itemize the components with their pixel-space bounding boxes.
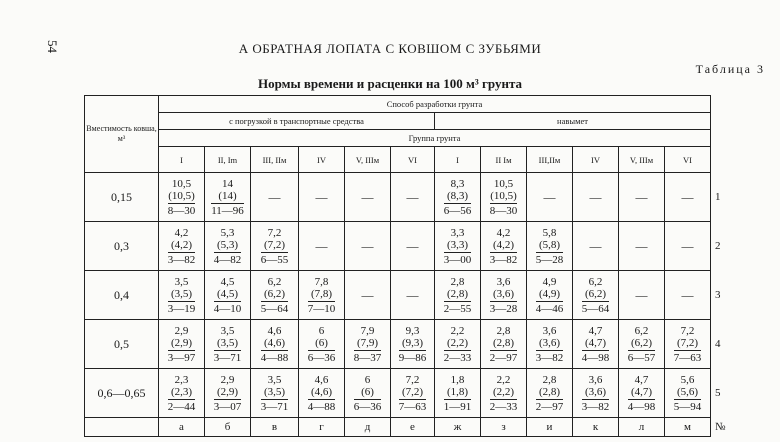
empty-cell: —	[345, 222, 391, 271]
rate-value: 4—98	[581, 351, 610, 364]
letter-index-blank	[85, 418, 159, 437]
letter-index-cell: е	[391, 418, 435, 437]
rate-value: 5—64	[581, 302, 610, 315]
norm-cell	[205, 222, 251, 271]
empty-cell: —	[345, 271, 391, 320]
time-norm-alt: (3,5)	[261, 386, 289, 400]
rate-value: 2—97	[489, 351, 518, 364]
time-norm-alt: (7,8)	[308, 288, 336, 302]
method-header: Способ разработки грунта	[159, 96, 711, 113]
empty-cell: —	[391, 271, 435, 320]
capacity-cell: 0,5	[85, 320, 159, 369]
time-norm: 9,3	[405, 324, 420, 337]
group-header-cell: I	[159, 147, 205, 173]
norm-fraction	[674, 374, 702, 413]
norm-cell	[345, 369, 391, 418]
time-norm: 6	[364, 373, 371, 386]
letter-index-row	[85, 418, 751, 437]
capacity-cell: 0,15	[85, 173, 159, 222]
norm-fraction	[536, 276, 564, 315]
rate-value: 4—46	[535, 302, 564, 315]
norm-cell	[159, 369, 205, 418]
time-norm-alt: (7,9)	[354, 337, 382, 351]
norm-fraction	[490, 227, 518, 266]
time-norm: 4,6	[267, 324, 282, 337]
time-norm-alt: (4,9)	[536, 288, 564, 302]
table-label: Таблица 3	[695, 62, 765, 76]
rate-value: 2—44	[167, 400, 196, 413]
time-norm: 4,9	[542, 275, 557, 288]
norm-fraction	[490, 325, 518, 364]
time-norm: 5,8	[542, 226, 557, 239]
time-norm-alt: (4,2)	[490, 239, 518, 253]
time-norm-alt: (5,6)	[674, 386, 702, 400]
time-norm-alt: (8,3)	[444, 190, 472, 204]
letter-index-cell: б	[205, 418, 251, 437]
time-norm-alt: (2,3)	[168, 386, 196, 400]
time-norm: 2,3	[174, 373, 189, 386]
rate-value: 3—19	[167, 302, 196, 315]
norms-table	[84, 95, 751, 437]
norm-fraction	[214, 227, 242, 266]
rate-value: 6—36	[353, 400, 382, 413]
empty-cell: —	[619, 222, 665, 271]
norm-cell	[251, 271, 299, 320]
letter-index-cell: и	[527, 418, 573, 437]
norm-cell	[481, 222, 527, 271]
capacity-cell: 0,3	[85, 222, 159, 271]
time-norm: 4,5	[220, 275, 235, 288]
norm-fraction	[582, 276, 610, 315]
group-header-cell: V, IIIм	[345, 147, 391, 173]
time-norm-alt: (3,5)	[214, 337, 242, 351]
norm-fraction	[582, 325, 610, 364]
time-norm: 3,6	[496, 275, 511, 288]
capacity-cell: 0,4	[85, 271, 159, 320]
group-header-cell: V, IIIм	[619, 147, 665, 173]
norm-cell	[481, 369, 527, 418]
norm-cell	[159, 271, 205, 320]
time-norm: 6,2	[588, 275, 603, 288]
norm-fraction	[444, 178, 472, 217]
row-number: 1	[711, 173, 751, 222]
norm-cell	[159, 173, 205, 222]
rate-value: 5—94	[673, 400, 702, 413]
loading-header: с погрузкой в транспортные средства	[159, 113, 435, 130]
group-header-cell: III,IIм	[527, 147, 573, 173]
time-norm-alt: (4,7)	[628, 386, 656, 400]
time-norm: 10,5	[493, 177, 514, 190]
norm-cell	[573, 369, 619, 418]
norm-fraction	[444, 374, 472, 413]
group-header-cell: VI	[665, 147, 711, 173]
empty-cell: —	[299, 222, 345, 271]
rate-value: 4—88	[307, 400, 336, 413]
rate-value: 4—98	[627, 400, 656, 413]
group-header-cell: IV	[299, 147, 345, 173]
empty-cell: —	[251, 173, 299, 222]
time-norm-alt: (3,6)	[582, 386, 610, 400]
time-norm: 2,9	[174, 324, 189, 337]
norm-cell	[481, 320, 527, 369]
rate-value: 3—97	[167, 351, 196, 364]
time-norm-alt: (4,6)	[308, 386, 336, 400]
rate-value: 4—88	[260, 351, 289, 364]
time-norm-alt: (3,6)	[490, 288, 518, 302]
norm-fraction	[211, 178, 244, 217]
norm-fraction	[490, 178, 518, 217]
dump-header: навымет	[435, 113, 711, 130]
rate-value: 7—63	[673, 351, 702, 364]
rate-value: 3—00	[443, 253, 472, 266]
norm-cell	[205, 320, 251, 369]
norm-cell	[619, 369, 665, 418]
rate-value: 6—36	[307, 351, 336, 364]
rate-value: 4—82	[213, 253, 242, 266]
time-norm: 4,2	[174, 226, 189, 239]
group-header-cell: VI	[391, 147, 435, 173]
letter-index-cell: а	[159, 418, 205, 437]
table-row	[85, 320, 751, 369]
table-caption: Нормы времени и расценки на 100 м³ грунта	[258, 76, 522, 91]
group-header-cell: II Iм	[481, 147, 527, 173]
running-title: А ОБРАТНАЯ ЛОПАТА С КОВШОМ С ЗУБЬЯМИ	[238, 41, 542, 56]
time-norm-alt: (2,8)	[490, 337, 518, 351]
time-norm-alt: (4,7)	[582, 337, 610, 351]
norm-fraction	[214, 276, 242, 315]
norm-fraction	[536, 374, 564, 413]
capacity-header: Вместимость ковша, м³	[85, 96, 159, 173]
time-norm-alt: (3,3)	[444, 239, 472, 253]
group-header-cell: I	[435, 147, 481, 173]
norm-cell	[251, 369, 299, 418]
norm-cell	[345, 320, 391, 369]
rate-value: 6—57	[627, 351, 656, 364]
time-norm: 7,2	[267, 226, 282, 239]
time-norm: 2,8	[450, 275, 465, 288]
capacity-cell: 0,6—0,65	[85, 369, 159, 418]
norm-fraction	[261, 276, 289, 315]
time-norm: 4,7	[634, 373, 649, 386]
norm-cell	[435, 173, 481, 222]
time-norm-alt: (2,9)	[214, 386, 242, 400]
norm-fraction	[214, 325, 242, 364]
time-norm: 3,5	[220, 324, 235, 337]
norm-fraction	[444, 276, 472, 315]
norm-fraction	[536, 325, 564, 364]
norm-fraction	[582, 374, 610, 413]
time-norm: 3,5	[267, 373, 282, 386]
number-sign: №	[711, 418, 751, 437]
norm-cell	[205, 173, 251, 222]
norm-cell	[435, 320, 481, 369]
time-norm-alt: (2,8)	[444, 288, 472, 302]
empty-cell: —	[573, 173, 619, 222]
norm-cell	[573, 271, 619, 320]
group-header-cell: III, IIм	[251, 147, 299, 173]
letter-index-cell: в	[251, 418, 299, 437]
norm-cell	[435, 369, 481, 418]
norm-cell	[435, 271, 481, 320]
time-norm-alt: (4,5)	[214, 288, 242, 302]
empty-cell: —	[299, 173, 345, 222]
norm-cell	[481, 271, 527, 320]
time-norm: 5,6	[680, 373, 695, 386]
time-norm-alt: (6)	[354, 386, 382, 400]
norm-cell	[527, 369, 573, 418]
time-norm: 3,3	[450, 226, 465, 239]
rate-value: 4—10	[213, 302, 242, 315]
norm-cell	[299, 320, 345, 369]
norm-fraction	[490, 374, 518, 413]
norm-cell	[665, 369, 711, 418]
norm-fraction	[261, 374, 289, 413]
rate-value: 2—97	[535, 400, 564, 413]
letter-index-cell: д	[345, 418, 391, 437]
norm-fraction	[168, 276, 196, 315]
norm-cell	[251, 320, 299, 369]
time-norm-alt: (4,6)	[261, 337, 289, 351]
soil-group-header: Группа грунта	[159, 130, 711, 147]
norm-fraction	[674, 325, 702, 364]
time-norm: 10,5	[171, 177, 192, 190]
empty-cell: —	[665, 271, 711, 320]
group-header-row	[85, 147, 751, 173]
rate-value: 8—30	[489, 204, 518, 217]
norm-fraction	[214, 374, 242, 413]
time-norm: 3,5	[174, 275, 189, 288]
time-norm: 7,8	[314, 275, 329, 288]
norm-fraction	[354, 325, 382, 364]
time-norm: 2,8	[542, 373, 557, 386]
row-number: 4	[711, 320, 751, 369]
norm-cell	[619, 320, 665, 369]
rate-value: 7—10	[307, 302, 336, 315]
time-norm: 4,7	[588, 324, 603, 337]
empty-cell: —	[391, 222, 435, 271]
norm-fraction	[628, 325, 656, 364]
norm-fraction	[308, 325, 336, 364]
norm-cell	[527, 271, 573, 320]
time-norm: 1,8	[450, 373, 465, 386]
rate-value: 3—82	[167, 253, 196, 266]
time-norm-alt: (5,8)	[536, 239, 564, 253]
rate-value: 11—96	[211, 204, 244, 217]
time-norm-alt: (2,2)	[490, 386, 518, 400]
norm-fraction	[444, 325, 472, 364]
norm-cell	[573, 320, 619, 369]
rate-value: 1—91	[443, 400, 472, 413]
rate-value: 7—63	[398, 400, 427, 413]
rate-value: 8—37	[353, 351, 382, 364]
norm-fraction	[168, 325, 196, 364]
norm-fraction	[536, 227, 564, 266]
letter-index-cell: м	[665, 418, 711, 437]
rate-value: 3—28	[489, 302, 518, 315]
norm-cell	[481, 173, 527, 222]
empty-cell: —	[619, 173, 665, 222]
norm-fraction	[354, 374, 382, 413]
rate-value: 3—07	[213, 400, 242, 413]
rate-value: 6—55	[260, 253, 289, 266]
time-norm-alt: (6)	[308, 337, 336, 351]
time-norm: 4,2	[496, 226, 511, 239]
time-norm: 2,2	[496, 373, 511, 386]
row-number: 2	[711, 222, 751, 271]
norm-fraction	[308, 374, 336, 413]
norm-cell	[159, 320, 205, 369]
time-norm: 6	[318, 324, 325, 337]
time-norm: 2,8	[496, 324, 511, 337]
time-norm-alt: (2,9)	[168, 337, 196, 351]
group-header-cell: IV	[573, 147, 619, 173]
table-row	[85, 173, 751, 222]
time-norm-alt: (3,6)	[536, 337, 564, 351]
time-norm: 2,9	[220, 373, 235, 386]
norm-cell	[435, 222, 481, 271]
time-norm-alt: (5,3)	[214, 239, 242, 253]
rate-value: 2—55	[443, 302, 472, 315]
rate-value: 3—82	[535, 351, 564, 364]
header-margin	[711, 96, 751, 173]
norm-fraction	[490, 276, 518, 315]
table-row	[85, 271, 751, 320]
time-norm-alt: (9,3)	[399, 337, 427, 351]
time-norm-alt: (6,2)	[261, 288, 289, 302]
time-norm-alt: (6,2)	[582, 288, 610, 302]
time-norm: 6,2	[267, 275, 282, 288]
letter-index-cell: ж	[435, 418, 481, 437]
norm-cell	[665, 320, 711, 369]
time-norm: 4,6	[314, 373, 329, 386]
time-norm-alt: (7,2)	[674, 337, 702, 351]
time-norm-alt: (2,8)	[536, 386, 564, 400]
rate-value: 9—86	[398, 351, 427, 364]
time-norm: 5,3	[220, 226, 235, 239]
letter-index-cell: л	[619, 418, 665, 437]
norm-cell	[391, 369, 435, 418]
empty-cell: —	[345, 173, 391, 222]
rate-value: 2—33	[443, 351, 472, 364]
empty-cell: —	[619, 271, 665, 320]
letter-index-cell: к	[573, 418, 619, 437]
time-norm-alt: (1,8)	[444, 386, 472, 400]
time-norm-alt: (6,2)	[628, 337, 656, 351]
norm-fraction	[399, 325, 427, 364]
time-norm-alt: (10,5)	[168, 189, 195, 202]
time-norm: 14	[222, 177, 233, 190]
page-number: 54	[45, 40, 60, 53]
letter-index-cell: з	[481, 418, 527, 437]
norm-cell	[159, 222, 205, 271]
time-norm-alt: (7,2)	[399, 386, 427, 400]
time-norm-alt: (4,2)	[168, 239, 196, 253]
row-number: 5	[711, 369, 751, 418]
rate-value: 8—30	[167, 204, 196, 217]
time-norm: 6,2	[634, 324, 649, 337]
time-norm: 3,6	[588, 373, 603, 386]
time-norm: 3,6	[542, 324, 557, 337]
norm-cell	[527, 320, 573, 369]
time-norm-alt: (3,5)	[168, 288, 196, 302]
rate-value: 5—28	[535, 253, 564, 266]
time-norm: 2,2	[450, 324, 465, 337]
norm-cell	[299, 271, 345, 320]
norm-fraction	[261, 325, 289, 364]
time-norm-alt: (10,5)	[490, 189, 517, 202]
norm-fraction	[628, 374, 656, 413]
empty-cell: —	[665, 222, 711, 271]
norm-fraction	[308, 276, 336, 315]
norm-cell	[251, 222, 299, 271]
empty-cell: —	[665, 173, 711, 222]
norm-cell	[391, 320, 435, 369]
rate-value: 3—71	[213, 351, 242, 364]
empty-cell: —	[573, 222, 619, 271]
time-norm: 7,9	[360, 324, 375, 337]
norm-cell	[299, 369, 345, 418]
time-norm: 8,3	[450, 177, 465, 190]
time-norm: 7,2	[680, 324, 695, 337]
norm-fraction	[261, 227, 289, 266]
group-header-cell: II, Im	[205, 147, 251, 173]
rate-value: 3—82	[581, 400, 610, 413]
rate-value: 6—56	[443, 204, 472, 217]
norm-fraction	[168, 227, 196, 266]
norm-cell	[205, 369, 251, 418]
norm-fraction	[168, 178, 196, 217]
rate-value: 5—64	[260, 302, 289, 315]
time-norm-alt: (2,2)	[444, 337, 472, 351]
rate-value: 3—71	[260, 400, 289, 413]
time-norm-alt: (14)	[211, 190, 244, 204]
norm-cell	[527, 222, 573, 271]
table-row	[85, 222, 751, 271]
rate-value: 3—82	[489, 253, 518, 266]
row-number: 3	[711, 271, 751, 320]
letter-index-cell: г	[299, 418, 345, 437]
norm-fraction	[444, 227, 472, 266]
time-norm: 7,2	[405, 373, 420, 386]
norm-fraction	[399, 374, 427, 413]
empty-cell: —	[527, 173, 573, 222]
empty-cell: —	[391, 173, 435, 222]
norm-cell	[205, 271, 251, 320]
rate-value: 2—33	[489, 400, 518, 413]
norm-fraction	[168, 374, 196, 413]
time-norm-alt: (7,2)	[261, 239, 289, 253]
table-row	[85, 369, 751, 418]
